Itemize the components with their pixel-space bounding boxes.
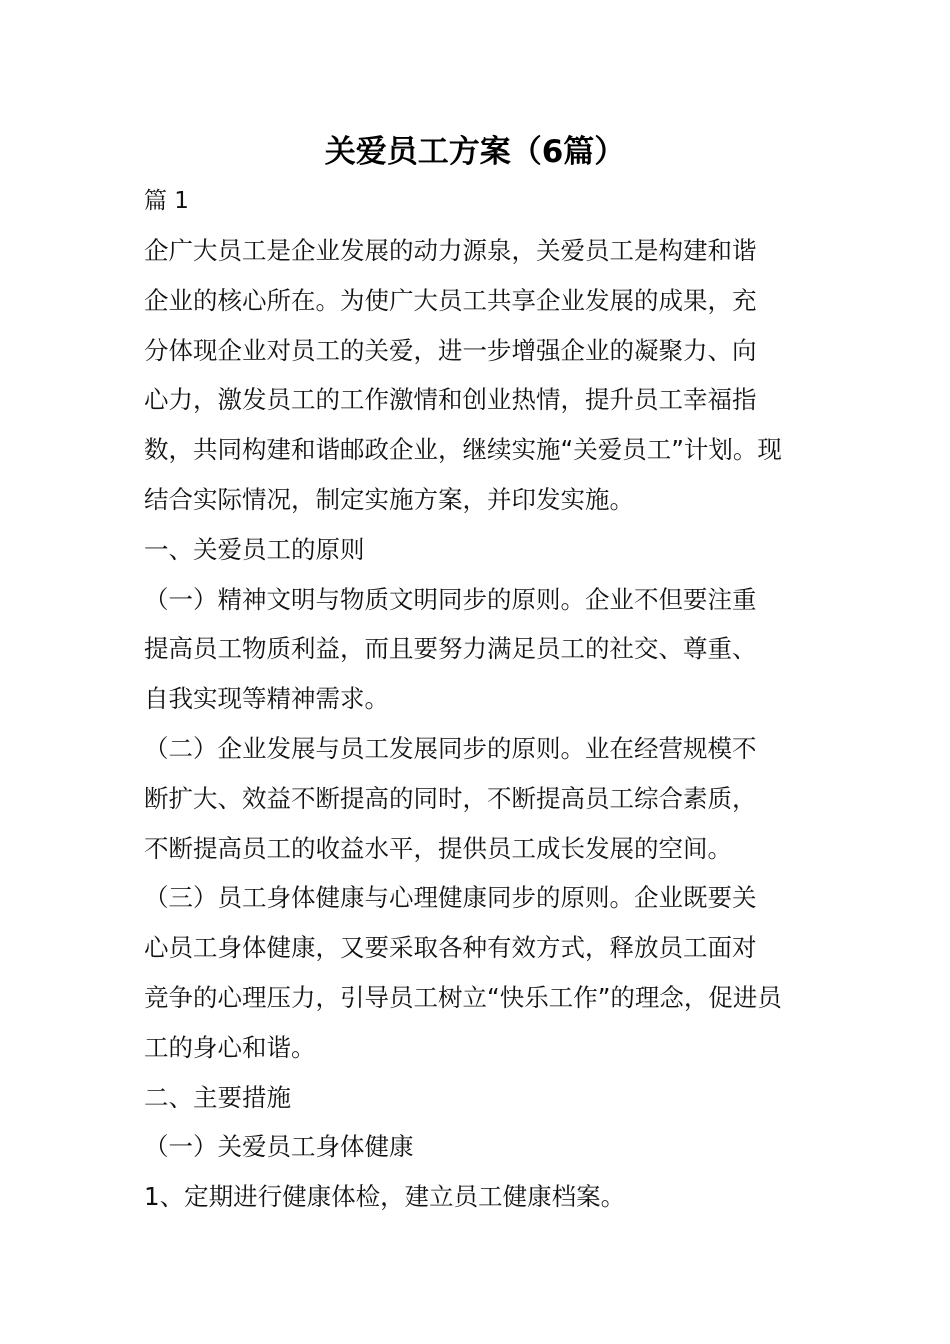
principle-3-line: 心员工身体健康，又要采取各种有效方式，释放员工面对 [144,933,757,963]
paragraph-line: 结合实际情况，制定实施方案，并印发实施。 [144,484,634,514]
subheading-physical-health: （一）关爱员工身体健康 [144,1132,414,1162]
document-title: 关爱员工方案（6篇） [324,134,626,170]
paragraph-line: 企业的核心所在。为使广大员工共享企业发展的成果，充 [144,285,757,315]
paragraph-line: 企广大员工是企业发展的动力源泉，关爱员工是构建和谐 [144,236,757,265]
principle-2-line: 不断提高员工的收益水平，提供员工成长发展的空间。 [144,833,732,863]
principle-3-line: 竞争的心理压力，引导员工树立“快乐工作”的理念，促进员 [144,982,782,1012]
paragraph-line: 分体现企业对员工的关爱，进一步增强企业的凝聚力、向 [144,335,757,365]
principle-3-line: （三）员工身体健康与心理健康同步的原则。企业既要关 [144,883,757,913]
section-label: 篇 1 [144,188,189,214]
principle-1-line: 自我实现等精神需求。 [144,684,389,714]
principle-3-line: 工的身心和谐。 [144,1032,316,1062]
principle-1-line: （一）精神文明与物质文明同步的原则。企业不但要注重 [144,584,757,614]
principle-1-line: 提高员工物质利益，而且要努力满足员工的社交、尊重、 [144,634,757,664]
document-body [144,226,824,1222]
principle-2-line: （二）企业发展与员工发展同步的原则。业在经营规模不 [144,733,757,763]
paragraph-line: 数，共同构建和谐邮政企业，继续实施“关爱员工”计划。现 [144,435,782,465]
paragraph-line: 心力，激发员工的工作激情和创业热情，提升员工幸福指 [144,385,757,415]
measure-item-1: 1、定期进行健康体检，建立员工健康档案。 [144,1182,626,1212]
heading-principles: 一、关爱员工的原则 [144,534,365,564]
heading-measures: 二、主要措施 [144,1082,291,1112]
principle-2-line: 断扩大、效益不断提高的同时，不断提高员工综合素质， [144,783,757,813]
